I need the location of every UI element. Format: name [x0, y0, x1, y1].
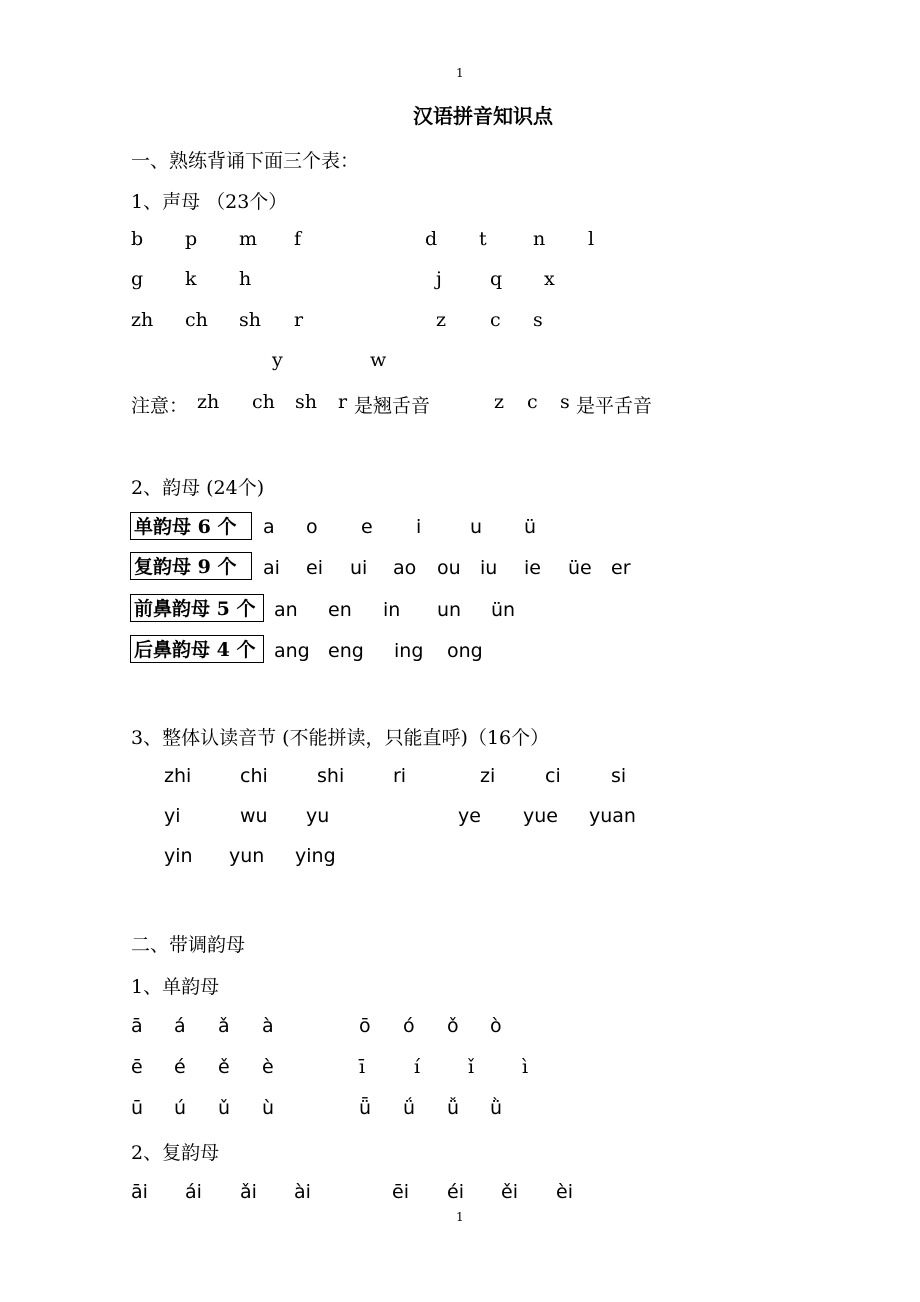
syllable-item: si: [611, 765, 627, 787]
toned-final-item: ě: [218, 1056, 230, 1078]
page-number-bottom: 1: [456, 1210, 464, 1224]
initial-item: l: [588, 228, 595, 250]
initial-item: h: [239, 268, 252, 290]
syllable-item: ye: [458, 805, 481, 827]
toned-final-item: ǐ: [468, 1056, 475, 1078]
final-item: üe: [568, 557, 592, 579]
syllable-item: ci: [545, 765, 561, 787]
syllable-item: yi: [164, 805, 181, 827]
syllable-item: shi: [317, 765, 345, 787]
toned-final-item: ǖ: [359, 1097, 372, 1119]
final-item: ao: [393, 557, 417, 579]
toned-final-item: ū: [131, 1097, 144, 1119]
final-item: un: [437, 599, 462, 621]
toned-final-item: ǎi: [240, 1181, 257, 1203]
toned-final-item: ěi: [501, 1181, 518, 1203]
final-item: a: [263, 516, 275, 538]
toned-final-item: á: [174, 1015, 186, 1037]
syllable-item: yuan: [589, 805, 636, 827]
note-retroflex-item: sh: [295, 391, 317, 413]
syllables-heading: 3、整体认读音节 (不能拼读，只能直呼)（16个）: [131, 727, 550, 749]
finals-label-front-nasal: 前鼻韵母 5 个: [130, 594, 264, 622]
initial-item: n: [533, 228, 546, 250]
toned-final-item: ō: [359, 1015, 371, 1037]
toned-final-item: ā: [131, 1015, 143, 1037]
compound-toned-heading: 2、复韵母: [131, 1142, 220, 1164]
syllable-item: yun: [229, 845, 265, 867]
final-item: an: [274, 599, 298, 621]
initial-item: g: [131, 268, 144, 290]
toned-final-item: ī: [359, 1056, 366, 1078]
syllable-item: zhi: [164, 765, 192, 787]
toned-final-item: é: [174, 1056, 186, 1078]
toned-final-item: èi: [556, 1181, 573, 1203]
note-label: 注意：: [131, 395, 189, 417]
final-item: ui: [350, 557, 368, 579]
initial-item: j: [436, 268, 442, 290]
finals-label-compound: 复韵母 9 个: [130, 552, 252, 580]
toned-final-item: ǘ: [403, 1097, 416, 1119]
final-item: en: [328, 599, 352, 621]
final-item: ou: [437, 557, 461, 579]
initial-item: x: [544, 268, 555, 290]
initial-item: b: [131, 228, 144, 250]
toned-final-item: ǚ: [447, 1097, 460, 1119]
note-retroflex-item: zh: [197, 391, 220, 413]
syllable-item: yue: [523, 805, 558, 827]
syllable-item: chi: [240, 765, 268, 787]
initial-item: d: [425, 228, 438, 250]
toned-final-item: ǔ: [218, 1097, 231, 1119]
final-item: er: [611, 557, 631, 579]
initial-item: f: [294, 228, 302, 250]
note-retroflex-item: ch: [252, 391, 275, 413]
initial-item: t: [479, 228, 487, 250]
initial-item: z: [436, 309, 447, 331]
initial-item: r: [294, 309, 304, 331]
syllable-item: yin: [164, 845, 193, 867]
note-flat-item: s: [560, 391, 570, 413]
final-item: ong: [447, 640, 483, 662]
syllable-item: yu: [306, 805, 330, 827]
syllable-item: zi: [480, 765, 496, 787]
toned-final-item: ù: [262, 1097, 275, 1119]
toned-final-item: ǎ: [218, 1015, 230, 1037]
toned-final-item: ò: [490, 1015, 502, 1037]
final-item: ei: [306, 557, 323, 579]
initial-item: c: [490, 309, 501, 331]
final-item: i: [416, 516, 422, 538]
toned-final-item: à: [262, 1015, 274, 1037]
simple-toned-heading: 1、单韵母: [131, 976, 220, 998]
note-flat-item: c: [527, 391, 538, 413]
finals-heading: 2、韵母 (24个): [131, 477, 265, 499]
initial-item: zh: [131, 309, 154, 331]
final-item: eng: [328, 640, 364, 662]
toned-final-item: ēi: [392, 1181, 409, 1203]
final-item: e: [361, 516, 373, 538]
final-item: ün: [491, 599, 516, 621]
toned-final-item: āi: [131, 1181, 148, 1203]
finals-label-back-nasal: 后鼻韵母 4 个: [130, 635, 264, 663]
initial-item: s: [533, 309, 543, 331]
note-retroflex-label: 是翘舌音: [354, 395, 431, 417]
toned-final-item: ái: [185, 1181, 202, 1203]
initial-item: m: [239, 228, 258, 250]
toned-final-item: ǒ: [447, 1015, 459, 1037]
syllable-item: ying: [295, 845, 336, 867]
finals-label-simple: 单韵母 6 个: [130, 512, 252, 540]
final-item: ing: [394, 640, 424, 662]
toned-final-item: ó: [403, 1015, 415, 1037]
toned-final-item: í: [414, 1056, 421, 1078]
toned-final-item: ì: [522, 1056, 529, 1078]
initial-item: w: [370, 349, 387, 371]
initial-item: p: [185, 228, 198, 250]
note-flat-item: z: [494, 391, 505, 413]
section-1-heading: 一、熟练背诵下面三个表：: [131, 150, 360, 172]
syllable-item: wu: [240, 805, 268, 827]
final-item: iu: [480, 557, 498, 579]
initial-item: ch: [185, 309, 208, 331]
page-number-top: 1: [456, 66, 464, 80]
initial-item: sh: [239, 309, 261, 331]
initial-item: y: [272, 349, 283, 371]
final-item: in: [383, 599, 401, 621]
toned-final-item: ǜ: [490, 1097, 503, 1119]
toned-final-item: ē: [131, 1056, 143, 1078]
final-item: ie: [524, 557, 541, 579]
syllable-item: ri: [393, 765, 407, 787]
final-item: u: [470, 516, 483, 538]
final-item: ü: [524, 516, 537, 538]
initials-heading: 1、声母 （23个）: [131, 191, 288, 213]
toned-final-item: ài: [294, 1181, 311, 1203]
final-item: o: [306, 516, 318, 538]
note-retroflex-item: r: [338, 391, 348, 413]
section-2-heading: 二、带调韵母: [131, 934, 246, 956]
initial-item: k: [185, 268, 197, 290]
final-item: ang: [274, 640, 310, 662]
page-title: 汉语拼音知识点: [413, 104, 553, 128]
toned-final-item: è: [262, 1056, 274, 1078]
toned-final-item: ú: [174, 1097, 187, 1119]
final-item: ai: [263, 557, 280, 579]
toned-final-item: éi: [447, 1181, 464, 1203]
initial-item: q: [490, 268, 503, 290]
note-flat-label: 是平舌音: [576, 395, 653, 417]
